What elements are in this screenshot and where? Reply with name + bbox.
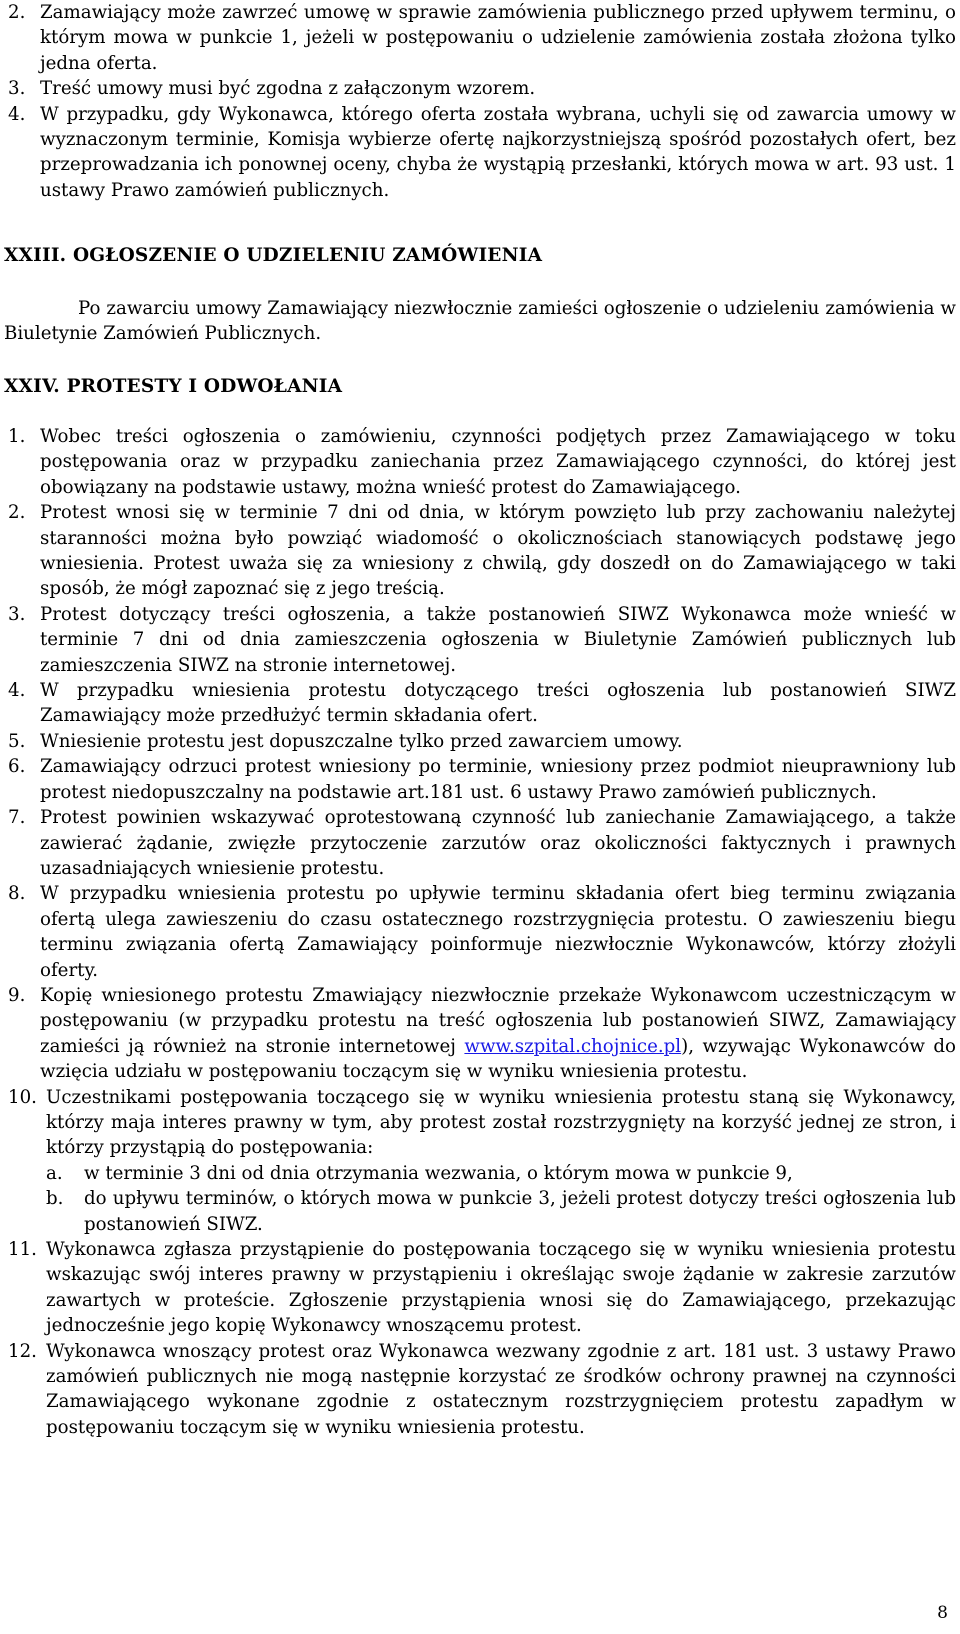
item-text: Wykonawca wnoszący protest oraz Wykonawca wezwany zgodnie z art. 181 ust. 3 ustawy Prawo zamówień publicznych nie mogą następnie korzystać ze środków ochrony prawnej na czynności Zamawiającego wykonane zgodnie z ostatecznym rozstrzygnięciem protestu zapadłym w postępowaniu toczącym się w wyniku wniesienia protestu.: [46, 1340, 956, 1438]
item-number: 6.: [8, 756, 26, 778]
section-heading-xxiv: XXIV. PROTESTY I ODWOŁANIA: [4, 376, 343, 397]
item-text: W przypadku wniesienia protestu po upływie terminu składania ofert bieg terminu związania ofertą ulega zawieszeniu do czasu ostatecznego rozstrzygnięcia protestu. O zawieszeniu biegu terminu związania ofertą Zamawiający poinformuje niezwłocznie Wykonawców, którzy złożyli oferty.: [40, 883, 956, 981]
list-item: [4, 1085, 960, 1237]
sub-item-text: do upływu terminów, o których mowa w punkcie 3, jeżeli protest dotyczy treści ogłoszenia lub postanowień SIWZ.: [84, 1188, 956, 1235]
top-list: [4, 0, 960, 203]
list-item: [4, 881, 960, 983]
item-number: 9.: [8, 984, 26, 1006]
sub-item-label: b.: [46, 1188, 64, 1210]
list-item: [4, 1237, 960, 1339]
section-xxiii-paragraph: Po zawarciu umowy Zamawiający niezwłocznie zamieści ogłoszenie o udzieleniu zamówienia w Biuletynie Zamówień Publicznych.: [4, 298, 956, 345]
list-item: [4, 754, 960, 805]
item-number: 10.: [8, 1086, 37, 1108]
protest-list: [4, 424, 960, 1440]
item-text-before-link: Kopię wniesionego protestu Zmawiający niezwłocznie przekaże Wykonawcom uczestniczącym w postępowaniu (w przypadku protestu na treść ogłoszenia lub postanowień SIWZ, Zamawiający zamieści ją również na stronie internetowej: [40, 984, 956, 1057]
item-text: Protest wnosi się w terminie 7 dni od dnia, w którym powzięto lub przy zachowaniu należytej staranności można było powziąć wiadomość o okolicznościach stanowiących podstawę jego wniesienia. Protest uważa się za wniesiony z chwilą, gdy doszedł on do Zamawiającego w taki sposób, że mógł zapoznać się z jego treścią.: [40, 502, 956, 600]
item-text: Treść umowy musi być zgodna z załączonym wzorem.: [40, 78, 536, 100]
item-text: Protest dotyczący treści ogłoszenia, a także postanowień SIWZ Wykonawca może wnieść w terminie 7 dni od dnia zamieszczenia ogłoszenia w Biuletynie Zamówień publicznych lub zamieszczenia SIWZ na stronie internetowej.: [40, 603, 956, 676]
list-item: [4, 102, 960, 204]
list-item: [4, 805, 960, 881]
list-item: [4, 983, 960, 1085]
list-item: [4, 500, 960, 602]
item-number: 1.: [8, 426, 26, 447]
section-heading-xxiii: XXIII. OGŁOSZENIE O UDZIELENIU ZAMÓWIENIA: [4, 245, 543, 266]
item-text: W przypadku wniesienia protestu dotyczącego treści ogłoszenia lub postanowień SIWZ Zamawiający może przedłużyć termin składania ofert.: [40, 680, 956, 727]
sub-item-text: w terminie 3 dni od dnia otrzymania wezwania, o którym mowa w punkcie 9,: [84, 1162, 793, 1184]
item-text: Zamawiający może zawrzeć umowę w sprawie zamówienia publicznego przed upływem terminu, o którym mowa w punkcie 1, jeżeli w postępowaniu o udzielenie zamówienia została złożona tylko jedna oferta.: [40, 2, 956, 74]
item-number: 7.: [8, 807, 26, 829]
item-intro: Uczestnikami postępowania toczącego się w wyniku wniesienia protestu staną się Wykonawcy, którzy maja interes prawny w tym, aby protest został rozstrzygnięty na korzyść jednej ze stron, i którzy przystąpią do postępowania:: [46, 1086, 956, 1159]
item-number: 2.: [8, 502, 26, 524]
item-number: 4.: [8, 103, 26, 125]
item-number: 11.: [8, 1239, 37, 1260]
list-item: [4, 729, 960, 754]
list-item: [4, 0, 960, 76]
item-number: 12.: [8, 1340, 37, 1362]
list-item: [4, 602, 960, 678]
sub-item-label: a.: [46, 1162, 63, 1184]
list-item: [4, 424, 960, 500]
item-number: 3.: [8, 78, 26, 100]
item-text: Wobec treści ogłoszenia o zamówieniu, czynności podjętych przez Zamawiającego w toku postępowania oraz w przypadku zaniechania przez Zamawiającego czynności, do której jest obowiązany na podstawie ustawy, można wnieść protest do Zamawiającego.: [40, 426, 956, 498]
list-item: [4, 76, 960, 101]
item-text: Wniesienie protestu jest dopuszczalne tylko przed zawarciem umowy.: [40, 730, 683, 752]
item-number: 8.: [8, 883, 26, 905]
item-number: 2.: [8, 2, 26, 23]
list-item: [4, 1339, 960, 1441]
list-item: [4, 678, 960, 729]
sub-item: [46, 1161, 956, 1186]
page-number: 8: [937, 1602, 948, 1623]
item-text-after-link: ), wzywając Wykonawców do wzięcia udziału w postępowaniu toczącym się w wyniku wniesienia protestu.: [40, 1035, 956, 1083]
item-text: W przypadku, gdy Wykonawca, którego oferta została wybrana, uchyli się od zawarcia umowy w wyznaczonym terminie, Komisja wybierze ofertę najkorzystniejszą spośród pozostałych ofert, bez przeprowadzania ich ponownej oceny, chyba że wystąpią przesłanki, których mowa w art. 93 ust. 1 ustawy Prawo zamówień publicznych.: [40, 103, 956, 201]
item-text: Zamawiający odrzuci protest wniesiony po terminie, wniesiony przez podmiot nieuprawniony lub protest niedopuszczalny na podstawie art.181 ust. 6 ustawy Prawo zamówień publicznych.: [40, 756, 956, 803]
item-text: [40, 983, 960, 1085]
hospital-website-link[interactable]: www.szpital.chojnice.pl: [464, 1035, 682, 1057]
sub-item: [46, 1186, 956, 1237]
item-text: Wykonawca zgłasza przystąpienie do postępowania toczącego się w wyniku wniesienia protestu wskazując swój interes prawny w przystąpieniu i określając swoje żądanie w zakresie zarzutów zawartych w proteście. Zgłoszenie przystąpienia wnosi się do Zamawiającego, przekazując jednocześnie jego kopię Wykonawcy wnoszącemu protest.: [46, 1239, 956, 1337]
item-text: Protest powinien wskazywać oprotestowaną czynność lub zaniechanie Zamawiającego, a także zawierać żądanie, zwięzłe przytoczenie zarzutów oraz okoliczności faktycznych i prawnych uzasadniających wniesienie protestu.: [40, 807, 956, 879]
item-number: 5.: [8, 730, 26, 752]
item-number: 4.: [8, 680, 26, 702]
item-number: 3.: [8, 603, 26, 625]
item-text: [46, 1085, 960, 1237]
